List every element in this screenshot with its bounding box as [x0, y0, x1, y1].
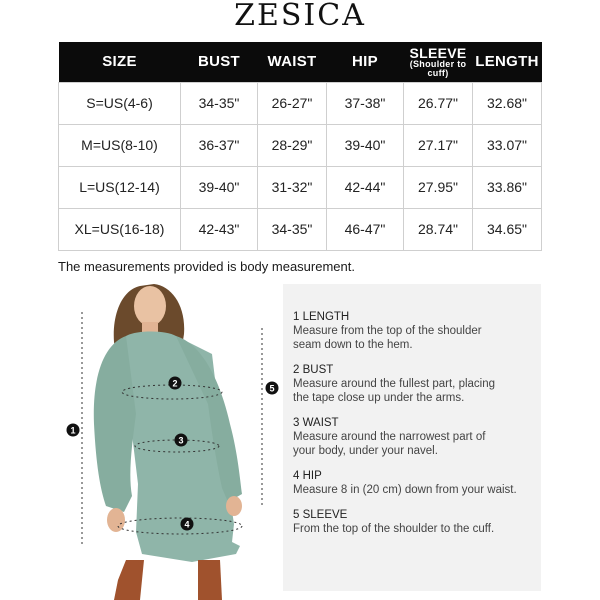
cell-length: 34.65": [473, 208, 542, 250]
marker-5: [266, 382, 279, 395]
cell-hip: 37-38": [327, 82, 404, 124]
marker-3-label: 3: [178, 435, 184, 446]
cell-sleeve: 28.74": [404, 208, 473, 250]
guide-desc-line: Measure 8 in (20 cm) down from your waist.: [293, 484, 517, 496]
guide-title: 1 LENGTH: [293, 311, 350, 323]
cell-size: L=US(12-14): [59, 166, 181, 208]
guide-desc-line: Measure around the fullest part, placing: [293, 378, 496, 390]
left-boot: [114, 560, 144, 600]
left-hand: [107, 508, 125, 532]
guide-desc-line: your body, under your navel.: [293, 445, 438, 457]
size-chart-table: [58, 42, 542, 251]
right-boot: [198, 560, 222, 600]
guide-desc-line: the tape close up under the arms.: [293, 392, 465, 404]
guide-desc-line: From the top of the shoulder to the cuff.: [293, 523, 495, 535]
header-hip: HIP: [327, 42, 404, 82]
header-size: SIZE: [59, 42, 181, 82]
cell-hip: 39-40": [327, 124, 404, 166]
guide-item-bust: [293, 363, 541, 405]
guide-desc-line: Measure from the top of the shoulder: [293, 325, 482, 337]
cell-sleeve: 27.17": [404, 124, 473, 166]
guide-title: 3 WAIST: [293, 417, 339, 429]
cell-waist: 31-32": [258, 166, 327, 208]
guide-desc-line: seam down to the hem.: [293, 339, 413, 351]
header-bust: BUST: [181, 42, 258, 82]
marker-1: [67, 424, 80, 437]
cell-sleeve: 27.95": [404, 166, 473, 208]
header-waist: WAIST: [258, 42, 327, 82]
guide-desc-line: Measure around the narrowest part of: [293, 431, 486, 443]
cell-length: 33.86": [473, 166, 542, 208]
table-row: [59, 166, 542, 208]
marker-4-label: 4: [184, 519, 190, 530]
measurement-guide: [283, 284, 541, 591]
brand-logo: ZESICA: [234, 0, 366, 33]
cell-bust: 42-43": [181, 208, 258, 250]
marker-3: [175, 434, 188, 447]
guide-title: 4 HIP: [293, 470, 322, 482]
cell-size: M=US(8-10): [59, 124, 181, 166]
table-row: [59, 124, 542, 166]
guide-item-waist: [293, 416, 541, 458]
dress-measurement-figure: [62, 284, 287, 600]
cell-waist: 26-27": [258, 82, 327, 124]
right-hand: [226, 496, 242, 516]
face-shape: [134, 286, 166, 326]
cell-bust: 34-35": [181, 82, 258, 124]
table-row: [59, 82, 542, 124]
marker-4: [181, 518, 194, 531]
cell-hip: 42-44": [327, 166, 404, 208]
cell-waist: 28-29": [258, 124, 327, 166]
cell-waist: 34-35": [258, 208, 327, 250]
guide-title: 2 BUST: [293, 364, 334, 376]
guide-item-hip: [293, 469, 541, 497]
cell-size: XL=US(16-18): [59, 208, 181, 250]
header-sleeve-label: SLEEVE: [409, 44, 467, 61]
cell-length: 33.07": [473, 124, 542, 166]
cell-hip: 46-47": [327, 208, 404, 250]
cell-sleeve: 26.77": [404, 82, 473, 124]
table-row: [59, 208, 542, 250]
marker-1-label: 1: [70, 425, 76, 436]
marker-5-label: 5: [269, 383, 275, 394]
header-sleeve-sub: (Shoulder to cuff): [409, 58, 467, 78]
cell-length: 32.68": [473, 82, 542, 124]
table-header-row: [59, 42, 542, 82]
header-length: LENGTH: [473, 42, 542, 82]
guide-title: 5 SLEEVE: [293, 509, 348, 521]
cell-bust: 39-40": [181, 166, 258, 208]
guide-item-length: [293, 310, 541, 352]
cell-bust: 36-37": [181, 124, 258, 166]
measurement-note: The measurements provided is body measurement.: [58, 259, 355, 274]
model-illustration: [62, 284, 287, 600]
marker-2: [169, 377, 182, 390]
cell-size: S=US(4-6): [59, 82, 181, 124]
guide-item-sleeve: [293, 508, 541, 536]
header-sleeve: [404, 42, 473, 82]
marker-2-label: 2: [172, 378, 178, 389]
